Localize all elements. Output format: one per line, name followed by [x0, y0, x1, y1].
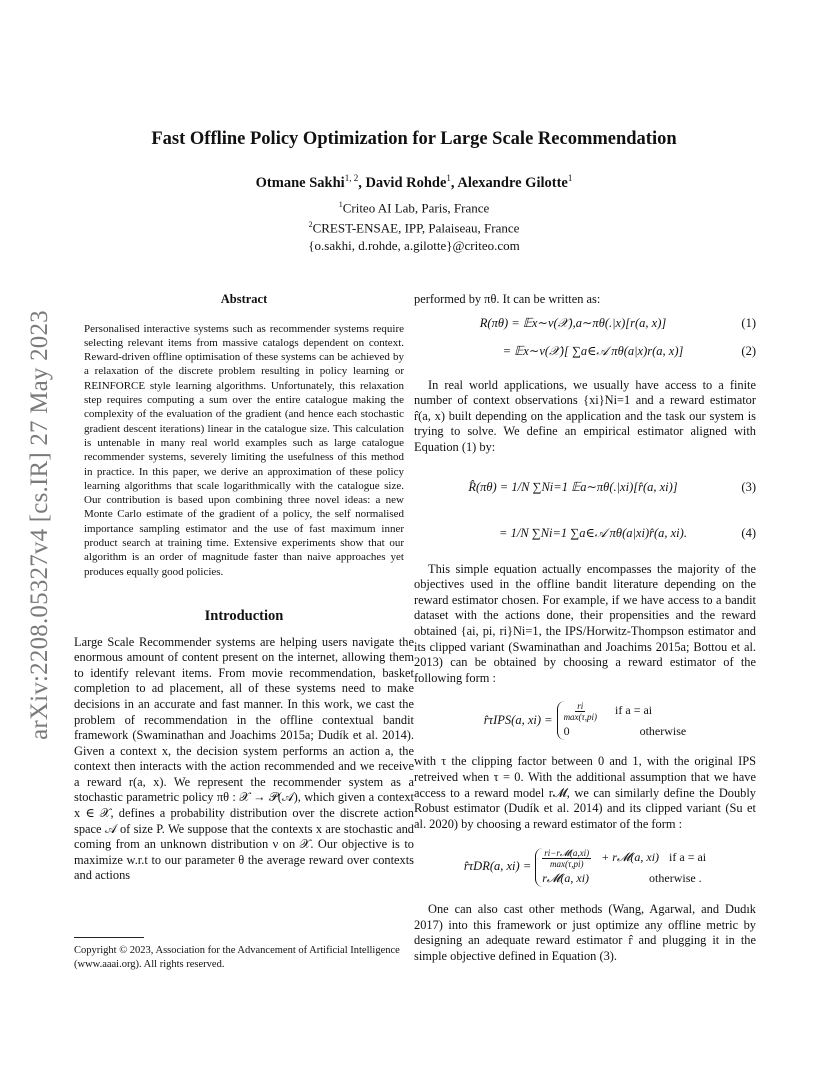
author-emails: {o.sakhi, d.rohde, a.gilotte}@criteo.com — [308, 237, 520, 253]
introduction-heading: Introduction — [204, 607, 284, 624]
case-condition: otherwise . — [649, 870, 702, 885]
paragraph: with τ the clipping factor between 0 and 1, with the original IPS retreived when τ = 0. With the additional assumption that we have access to a reward model r𝓜, we can similarly define the Doubly Robust estimator (Dudík et al. 2014) and its clipped variant (Su et al. 2020) by choosing a reward estimator of the form : — [414, 754, 756, 831]
copyright-footnote — [74, 927, 414, 971]
abstract-heading: Abstract — [220, 292, 268, 306]
author-affiliation-mark: 1 — [567, 173, 573, 183]
author-affiliation-mark: 1 — [446, 173, 451, 183]
paper-title: Fast Offline Policy Optimization for Large Scale Recommendation — [151, 129, 677, 149]
footnote-text: Copyright © 2023, Association for the Advancement of Artificial Intelligence (www.aaai.org). All rights reserved. — [74, 945, 400, 970]
arxiv-sidebar — [22, 290, 58, 760]
case-row — [564, 701, 687, 722]
case-condition: if a = ai — [669, 849, 707, 864]
fraction: $\frac{\text{ri−r𝓜(a,xi)}}{\max(\tau,pi)}$ — [544, 847, 590, 869]
case-value: 0 — [563, 723, 570, 738]
paragraph: One can also cast other methods (Wang, Agarwal, and Dudık 2017) into this framework or just optimize any offline metric by designing an adequate reward estimator r̂ and plugging it in the simple objective defined in Equation (3). — [414, 902, 756, 964]
equation-3 — [414, 470, 756, 510]
equation-number: (3) — [741, 479, 756, 494]
author-name: Otmane Sakhi — [255, 174, 345, 191]
equation-body: R(πθ) = 𝔼x∼ν(𝒳),a∼πθ(.|x)[r(a, x)] — [479, 315, 667, 330]
affiliation-line: $^2$CREST-ENSAE, IPP, Palaiseau, France — [308, 220, 520, 236]
introduction-paragraph: Large Scale Recommender systems are helping users navigate the enormous amount of content present on the internet, allowing them to identify relevant items. From movie recommendation, basket completion to ad placement, all of these systems need to make decisions in an accurate and fast manner. In this work, we cast the problem of recommendation in the offline contextual bandit framework (Swaminathan and Joachims 2015a; Dudík et al. 2014). Given a context x, the decision system performs an action a, the context then interacts with the action recommended and we receive a reward r(a, x). We represent the recommender system as a stochastic parametric policy πθ : 𝒳 → 𝒫(𝒜), which given a context x ∈ 𝒳, defines a probability distribution over the discrete action space 𝒜 of size P. We suppose that the contexts x are stochastic and coming from an unknown distribution ν on 𝒳. Our objective is to maximize w.r.t to our parameter θ the average reward over contexts and actions — [74, 634, 414, 883]
affiliations — [74, 196, 754, 254]
equation-ips — [414, 692, 756, 748]
equation-body: R̂(πθ) = 1/N ∑Ni=1 𝔼a∼πθ(.|xi)[r̂(a, xi)] — [468, 479, 678, 494]
equation-body: = 1/N ∑Ni=1 ∑a∈𝒜 πθ(a|xi)r̂(a, xi). — [499, 525, 687, 540]
equation-4 — [414, 514, 756, 558]
author-name: Alexandre Gilotte — [457, 174, 568, 191]
author-list: Otmane Sakhi$^{1, 2}$, David Rohde$^1$, Alexandre Gilotte$^1$ — [255, 173, 573, 191]
equation-dr — [414, 838, 756, 896]
case-row — [542, 869, 706, 887]
case-row — [564, 722, 687, 740]
case-term: + r𝓜(a, xi) — [601, 849, 660, 864]
equation-number: (4) — [741, 525, 756, 540]
paragraph: In real world applications, we usually have access to a finite number of context observations {xi}Ni=1 and a reward estimator r̂(a, x) built depending on the application and the task our system is trying to solve. We define an empirical estimator aligned with Equation (1) by: — [414, 377, 756, 454]
affiliation-line: $^1$Criteo AI Lab, Paris, France — [338, 200, 490, 216]
case-condition: otherwise — [639, 723, 687, 738]
equation-2 — [414, 344, 756, 374]
equation-lhs: r̂τIPS(a, xi) = — [483, 712, 553, 727]
paragraph: This simple equation actually encompasses the majority of the objectives used in the offline bandit literature depending on the reward estimator chosen. For example, if we have access to a bandit dataset with the actions done, their propensities and the reward obtained {ai, pi, ri}Ni=1, the IPS/Horwitz-Thompson estimator and its clipped variant (Swaminathan and Joachims 2015a; Bottou et al. 2013) can be obtained by choosing a reward estimator of the following form : — [414, 561, 756, 685]
equation-lhs: r̂τDR(a, xi) = — [463, 859, 532, 874]
author-name: David Rohde — [365, 174, 447, 191]
footnote-rule — [74, 937, 144, 938]
equation-1 — [414, 316, 756, 340]
equation-body: = 𝔼x∼ν(𝒳)[ ∑a∈𝒜 πθ(a|x)r(a, x)] — [502, 343, 684, 358]
equation-number: (1) — [741, 315, 756, 330]
left-column — [74, 292, 414, 884]
case-condition: if a = ai — [615, 702, 653, 717]
fraction: $\frac{ri}{\max(\tau,pi)}$ — [563, 700, 598, 722]
case-brace — [557, 701, 687, 740]
case-brace — [535, 848, 706, 887]
case-value: r𝓜(a, xi) — [542, 870, 590, 885]
arxiv-id: arXiv:2208.05327v4 [cs.IR] 27 May 2023 — [26, 310, 53, 740]
author-affiliation-mark: 1, 2 — [344, 173, 359, 183]
case-row — [542, 848, 706, 869]
equation-number: (2) — [741, 343, 756, 358]
right-column — [414, 292, 756, 965]
paragraph: performed by πθ. It can be written as: — [414, 292, 601, 306]
abstract-text: Personalised interactive systems such as recommender systems require selecting relevant items from massive catalogs dependent on context. Reward-driven offline optimisation of these systems can be achieved by a relaxation of the discrete problem resulting in policy learning or REINFORCE style learning algorithms. Unfortunately, this relaxation step requires computing a sum over the entire catalogue making the complexity of the evaluation of the gradient (and hence each stochastic gradient descent iterations) linear in the catalogue size. This calculation is untenable in many real world examples such as large catalogue recommender systems, severely limiting the usefulness of this method in practice. In this paper, we derive an approximation of these policy learning algorithms that scale logarithmically with the catalogue size. Our contribution is based upon combining three novel ideas: a new Monte Carlo estimate of the gradient of a policy, the self normalised importance sampling estimator and the use of fast maximum inner product search at training time. Extensive experiments show that our algorithm is an order of magnitude faster than naive approaches yet produces equally good policies. — [84, 322, 404, 578]
